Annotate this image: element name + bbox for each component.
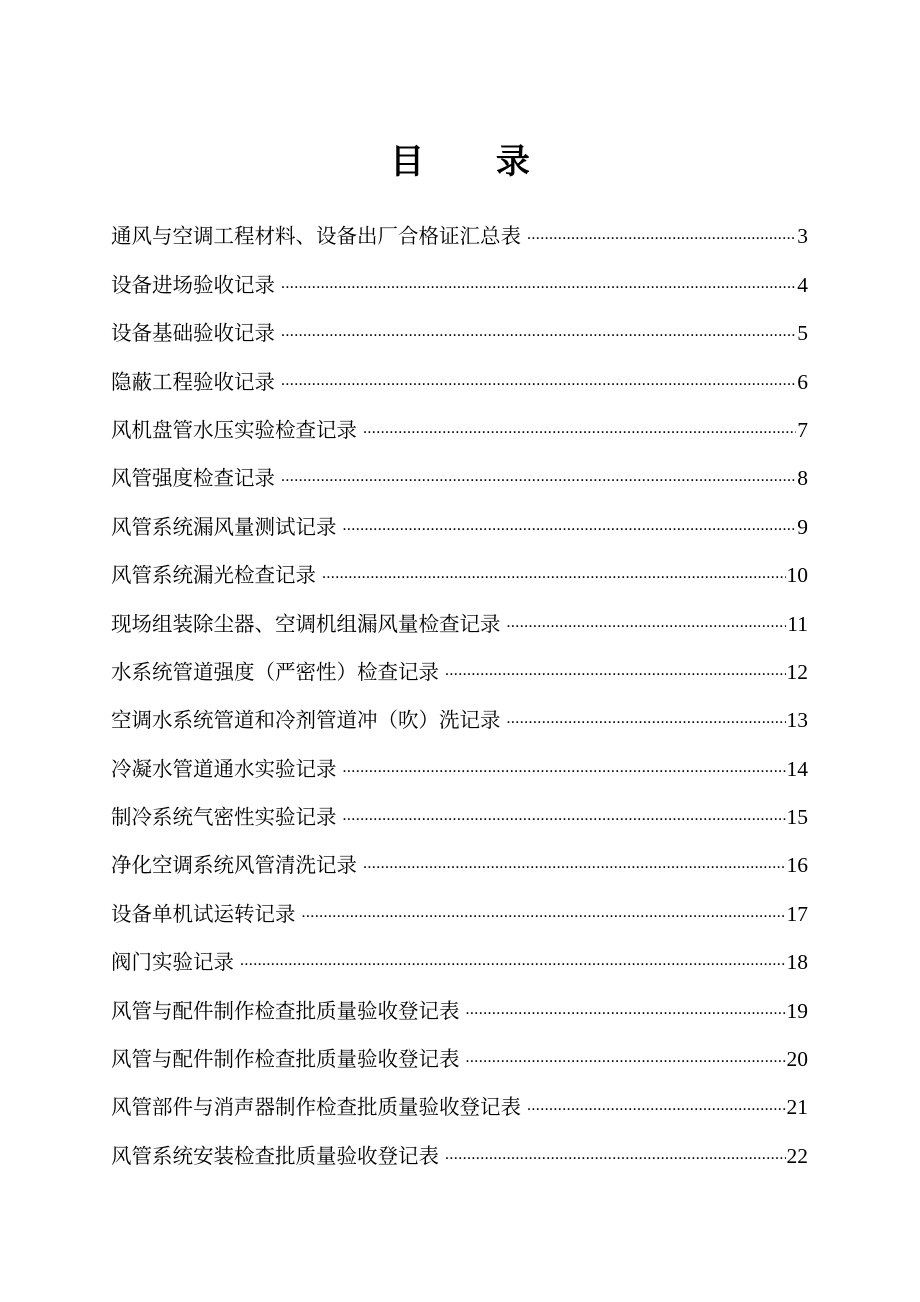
toc-dot-leader — [240, 937, 786, 985]
toc-entry-title: 设备进场验收记录 — [111, 272, 275, 297]
toc-entry-page-number: 22 — [786, 1143, 808, 1168]
toc-entry-title: 设备基础验收记录 — [111, 321, 275, 346]
toc-entry[interactable] — [111, 938, 808, 986]
toc-entry-page-number: 3 — [797, 224, 808, 249]
toc-entry[interactable] — [111, 502, 808, 550]
toc-entry[interactable] — [111, 1131, 808, 1179]
toc-entry-title: 通风与空调工程材料、设备出厂合格证汇总表 — [111, 224, 521, 249]
toc-entry-title: 制冷系统气密性实验记录 — [111, 805, 337, 830]
toc-dot-leader — [507, 599, 787, 647]
toc-entry-title: 净化空调系统风管清洗记录 — [111, 853, 357, 878]
toc-entry[interactable] — [111, 212, 808, 260]
toc-dot-leader — [466, 986, 786, 1034]
toc-dot-leader — [302, 889, 786, 937]
toc-entry-page-number: 20 — [786, 1047, 808, 1072]
toc-entry-page-number: 6 — [797, 369, 808, 394]
toc-dot-leader — [343, 744, 786, 792]
toc-dot-leader — [281, 453, 796, 501]
toc-entry-title: 设备单机试运转记录 — [111, 901, 296, 926]
toc-entry-page-number: 18 — [786, 950, 808, 975]
toc-entry-title: 风管部件与消声器制作检查批质量验收登记表 — [111, 1095, 521, 1120]
toc-entry-page-number: 9 — [797, 514, 808, 539]
toc-entry-title: 风管系统漏光检查记录 — [111, 563, 316, 588]
toc-dot-leader — [445, 1131, 786, 1179]
toc-entry-page-number: 8 — [797, 466, 808, 491]
toc-dot-leader — [363, 405, 796, 453]
toc-entry-page-number: 15 — [786, 805, 808, 830]
toc-dot-leader — [527, 1082, 786, 1130]
toc-entry-title: 风管系统漏风量测试记录 — [111, 514, 337, 539]
toc-entry[interactable] — [111, 1035, 808, 1083]
toc-entry[interactable] — [111, 841, 808, 889]
toc-dot-leader — [281, 260, 796, 308]
toc-entry[interactable] — [111, 260, 808, 308]
toc-dot-leader — [322, 550, 786, 598]
toc-entry[interactable] — [111, 599, 808, 647]
toc-entry-title: 空调水系统管道和冷剂管道冲（吹）洗记录 — [111, 708, 501, 733]
toc-entry[interactable] — [111, 1083, 808, 1131]
toc-entry-page-number: 13 — [786, 708, 808, 733]
toc-entry-title: 风管与配件制作检查批质量验收登记表 — [111, 1047, 460, 1072]
toc-entry[interactable] — [111, 744, 808, 792]
toc-dot-leader — [363, 840, 786, 888]
toc-entry-title: 风机盘管水压实验检查记录 — [111, 417, 357, 442]
toc-entry[interactable] — [111, 793, 808, 841]
toc-entry-title: 风管强度检查记录 — [111, 466, 275, 491]
toc-entry-title: 阀门实验记录 — [111, 950, 234, 975]
toc-entry[interactable] — [111, 889, 808, 937]
toc-entry-page-number: 5 — [797, 321, 808, 346]
toc-entry[interactable] — [111, 648, 808, 696]
toc-entry-page-number: 16 — [786, 853, 808, 878]
toc-dot-leader — [527, 211, 796, 259]
toc-entry[interactable] — [111, 406, 808, 454]
toc-entry[interactable] — [111, 357, 808, 405]
toc-entry-page-number: 19 — [786, 998, 808, 1023]
toc-dot-leader — [281, 357, 796, 405]
toc-entry-page-number: 21 — [786, 1095, 808, 1120]
toc-entry[interactable] — [111, 454, 808, 502]
toc-entry-page-number: 14 — [786, 756, 808, 781]
toc-entry[interactable] — [111, 696, 808, 744]
toc-entry[interactable] — [111, 309, 808, 357]
toc-entry-page-number: 7 — [797, 417, 808, 442]
toc-entry[interactable] — [111, 986, 808, 1034]
toc-dot-leader — [445, 647, 786, 695]
toc-dot-leader — [507, 695, 786, 743]
toc-dot-leader — [466, 1034, 786, 1082]
toc-entry-title: 水系统管道强度（严密性）检查记录 — [111, 659, 439, 684]
toc-dot-leader — [343, 792, 786, 840]
table-of-contents — [111, 212, 808, 1180]
toc-entry-page-number: 11 — [787, 611, 808, 636]
toc-entry-title: 风管与配件制作检查批质量验收登记表 — [111, 998, 460, 1023]
toc-dot-leader — [343, 502, 797, 550]
toc-entry-title: 风管系统安装检查批质量验收登记表 — [111, 1143, 439, 1168]
toc-entry-page-number: 17 — [786, 901, 808, 926]
toc-entry-title: 隐蔽工程验收记录 — [111, 369, 275, 394]
toc-entry[interactable] — [111, 551, 808, 599]
page-title: 目 录 — [390, 142, 560, 182]
toc-entry-page-number: 4 — [797, 272, 808, 297]
toc-entry-page-number: 12 — [786, 659, 808, 684]
toc-dot-leader — [281, 308, 796, 356]
toc-entry-title: 冷凝水管道通水实验记录 — [111, 756, 337, 781]
toc-entry-title: 现场组装除尘器、空调机组漏风量检查记录 — [111, 611, 501, 636]
toc-entry-page-number: 10 — [786, 563, 808, 588]
